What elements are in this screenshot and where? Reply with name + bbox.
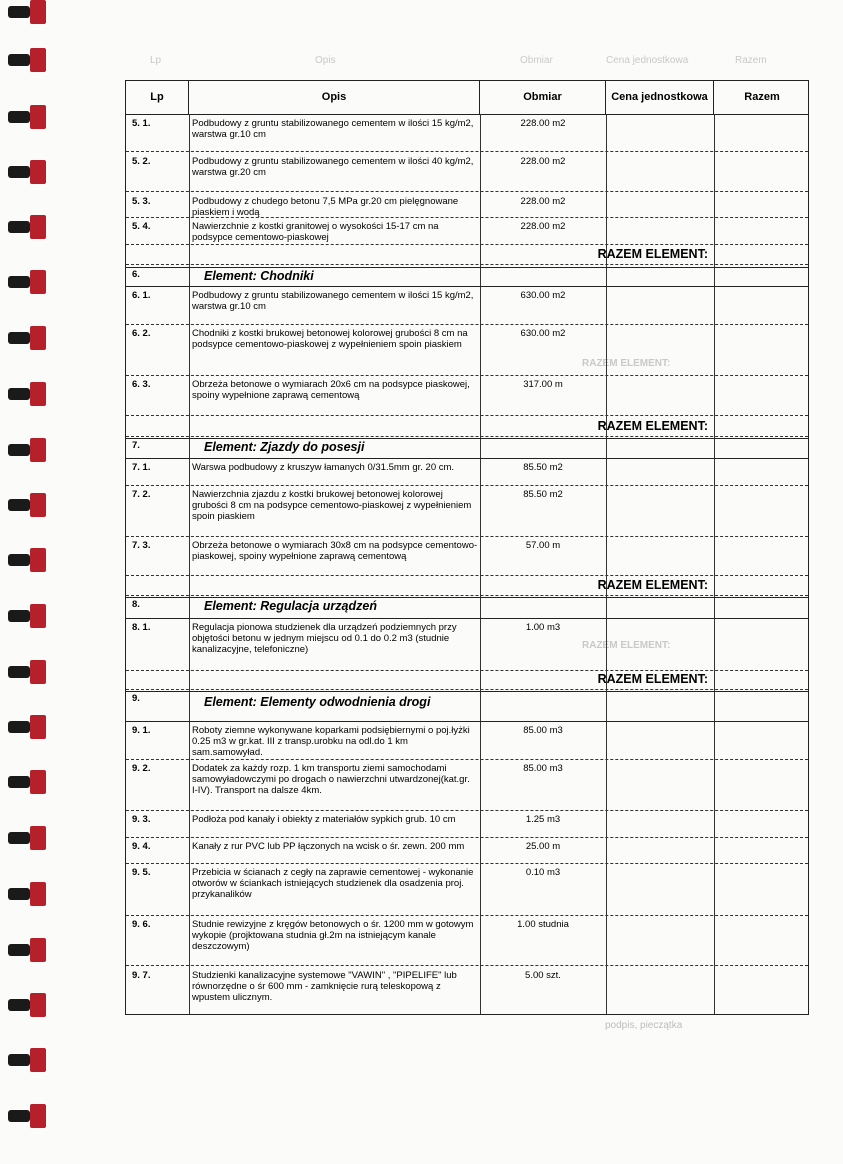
section-divider xyxy=(126,267,808,268)
row-obmiar: 228.00 m2 xyxy=(520,196,566,207)
section-divider xyxy=(126,721,808,722)
binding-hole xyxy=(30,160,46,184)
row-lp: 5. 1. xyxy=(132,118,151,129)
column-divider xyxy=(714,114,715,1014)
row-obmiar: 228.00 m2 xyxy=(520,118,566,129)
row-obmiar: 5.00 szt. xyxy=(525,970,561,981)
row-divider xyxy=(126,759,808,760)
row-divider xyxy=(126,485,808,486)
row-divider xyxy=(126,244,808,245)
row-lp: 9. 6. xyxy=(132,919,151,930)
row-obmiar: 85.50 m2 xyxy=(523,489,563,500)
row-opis: Podbudowy z gruntu stabilizowanego cementem w ilości 15 kg/m2, warstwa gr.10 cm xyxy=(192,118,474,140)
binding-hole xyxy=(30,1048,46,1072)
row-opis: Podbudowy z chudego betonu 7,5 MPa gr.20 cm pielęgnowane piaskiem i wodą xyxy=(192,196,459,218)
row-divider xyxy=(126,837,808,838)
binding-hole xyxy=(30,493,46,517)
row-divider xyxy=(126,415,808,416)
row-lp: 9. 4. xyxy=(132,841,151,852)
ghost-text: Cena jednostkowa xyxy=(606,55,689,66)
binding-hole xyxy=(30,382,46,406)
row-obmiar: 85.00 m3 xyxy=(523,725,563,736)
row-divider xyxy=(126,191,808,192)
row-obmiar: 57.00 m xyxy=(525,540,561,551)
row-lp: 9. 2. xyxy=(132,763,151,774)
row-opis: Nawierzchnia zjazdu z kostki brukowej betonowej kolorowej grubości 8 cm na podsypce cementowo-piaskowej z wypełnieniem spoin piaskiem xyxy=(192,489,472,522)
binding-hole xyxy=(30,882,46,906)
row-obmiar: 228.00 m2 xyxy=(520,221,566,232)
column-divider xyxy=(189,114,190,1014)
row-obmiar: 85.00 m3 xyxy=(523,763,563,774)
row-lp: 9. 3. xyxy=(132,814,151,825)
header-lp: Lp xyxy=(126,81,189,114)
row-divider xyxy=(126,810,808,811)
cost-estimate-table xyxy=(125,80,809,1015)
element-title: Element: Chodniki xyxy=(204,269,314,283)
binding-hole xyxy=(30,326,46,350)
row-obmiar: 25.00 m xyxy=(525,841,561,852)
row-opis: Podłoża pod kanały i obiekty z materiałów sypkich grub. 10 cm xyxy=(192,814,456,825)
element-lp: 6. xyxy=(132,269,140,280)
header-cena: Cena jednostkowa xyxy=(606,81,714,114)
binding-hole xyxy=(30,105,46,129)
row-lp: 9. 5. xyxy=(132,867,151,878)
razem-element-label: RAZEM ELEMENT: xyxy=(597,247,708,261)
razem-element-label: RAZEM ELEMENT: xyxy=(597,578,708,592)
row-lp: 5. 4. xyxy=(132,221,151,232)
ghost-text: Obmiar xyxy=(520,55,553,66)
element-lp: 8. xyxy=(132,599,140,610)
binding-hole xyxy=(30,215,46,239)
row-divider xyxy=(126,436,808,437)
binding-hole xyxy=(30,0,46,24)
row-obmiar: 85.50 m2 xyxy=(523,462,563,473)
row-obmiar: 1.25 m3 xyxy=(525,814,561,825)
binding-hole xyxy=(30,938,46,962)
row-obmiar: 1.00 m3 xyxy=(525,622,561,633)
razem-element-label: RAZEM ELEMENT: xyxy=(597,672,708,686)
row-divider xyxy=(126,595,808,596)
row-opis: Kanały z rur PVC lub PP łączonych na wcisk o śr. zewn. 200 mm xyxy=(192,841,465,852)
row-opis: Podbudowy z gruntu stabilizowanego cementem w ilości 15 kg/m2, warstwa gr.10 cm xyxy=(192,290,474,312)
binding-hole xyxy=(30,993,46,1017)
row-divider xyxy=(126,217,808,218)
row-obmiar: 317.00 m xyxy=(523,379,563,390)
element-lp: 7. xyxy=(132,440,140,451)
row-opis: Regulacja pionowa studzienek dla urządzeń podziemnych przy objętości betonu w jednym miejscu od 0.1 do 0.2 m3 (studnie kanalizacyjne, telefoniczne) xyxy=(192,622,457,655)
header-razem: Razem xyxy=(744,91,780,103)
row-divider xyxy=(126,689,808,690)
column-divider xyxy=(480,114,481,1014)
row-divider xyxy=(126,264,808,265)
row-opis: Podbudowy z gruntu stabilizowanego cementem w ilości 40 kg/m2, warstwa gr.20 cm xyxy=(192,156,474,178)
row-divider xyxy=(126,575,808,576)
row-lp: 6. 2. xyxy=(132,328,151,339)
row-lp: 7. 2. xyxy=(132,489,151,500)
row-lp: 5. 3. xyxy=(132,196,151,207)
ghost-text: Razem xyxy=(735,55,767,66)
row-lp: 5. 2. xyxy=(132,156,151,167)
row-lp: 9. 1. xyxy=(132,725,151,736)
row-opis: Studnie rewizyjne z kręgów betonowych o śr. 1200 mm w gotowym wykopie (projktowana studnia gł.2m na istniejącym kanale deszczowym) xyxy=(192,919,474,952)
section-divider xyxy=(126,438,808,439)
row-opis: Przebicia w ścianach z cegły na zaprawie cementowej - wykonanie otworów w ściankach istniejących studzienek dla osadzenia proj. przykanalików xyxy=(192,867,474,900)
ghost-text: RAZEM ELEMENT: xyxy=(582,358,671,369)
binding-hole xyxy=(30,715,46,739)
razem-element-label: RAZEM ELEMENT: xyxy=(597,419,708,433)
row-lp: 7. 3. xyxy=(132,540,151,551)
binding-hole xyxy=(30,438,46,462)
header-obmiar: Obmiar xyxy=(480,81,606,114)
row-obmiar: 630.00 m2 xyxy=(520,290,566,301)
ghost-footer: podpis, pieczątka xyxy=(605,1020,683,1031)
binding-hole xyxy=(30,826,46,850)
row-obmiar: 1.00 studnia xyxy=(517,919,569,930)
row-divider xyxy=(126,965,808,966)
row-lp: 6. 1. xyxy=(132,290,151,301)
row-lp: 7. 1. xyxy=(132,462,151,473)
ghost-text: Lp xyxy=(150,55,162,66)
section-divider xyxy=(126,597,808,598)
binding-hole xyxy=(30,270,46,294)
binding-hole xyxy=(30,548,46,572)
element-lp: 9. xyxy=(132,693,140,704)
section-divider xyxy=(126,691,808,692)
row-divider xyxy=(126,670,808,671)
row-opis: Obrzeża betonowe o wymiarach 20x6 cm na podsypce piaskowej, spoiny wypełnione zaprawą cementową xyxy=(192,379,470,401)
row-opis: Nawierzchnie z kostki granitowej o wysokości 15-17 cm na podsypce cementowo-piaskowej xyxy=(192,221,439,243)
spiral-binding xyxy=(0,0,60,1164)
row-divider xyxy=(126,863,808,864)
ghost-text: Opis xyxy=(315,55,336,66)
row-divider xyxy=(126,151,808,152)
row-divider xyxy=(126,915,808,916)
table-header xyxy=(126,81,808,115)
row-obmiar: 228.00 m2 xyxy=(520,156,566,167)
row-obmiar: 0.10 m3 xyxy=(525,867,561,878)
element-title: Element: Elementy odwodnienia drogi xyxy=(204,695,431,709)
section-divider xyxy=(126,286,808,287)
ghost-text: RAZEM ELEMENT: xyxy=(582,640,671,651)
header-opis: Opis xyxy=(189,81,480,114)
row-opis: Obrzeża betonowe o wymiarach 30x8 cm na podsypce cementowo-piaskowej, spoiny wypełnione zaprawą cementową xyxy=(192,540,478,562)
row-opis: Roboty ziemne wykonywane koparkami podsiębiernymi o poj.łyżki 0.25 m3 w gr.kat. III z transp.urobku na odl.do 1 km sam.samowyład. xyxy=(192,725,470,758)
row-divider xyxy=(126,375,808,376)
row-divider xyxy=(126,324,808,325)
binding-hole xyxy=(30,1104,46,1128)
binding-hole xyxy=(30,660,46,684)
row-opis: Studzienki kanalizacyjne systemowe "VAWIN" , "PIPELIFE" lub równorzędne o śr 600 mm - zamknięcie rurą teleskopową z wpustem ulicznym. xyxy=(192,970,457,1003)
row-obmiar: 630.00 m2 xyxy=(520,328,566,339)
row-opis: Chodniki z kostki brukowej betonowej kolorowej grubości 8 cm na podsypce cementowo-piaskowej z wypełnieniem spoin piaskiem xyxy=(192,328,468,350)
row-opis: Dodatek za każdy rozp. 1 km transportu ziemi samochodami samowyładowczymi po drogach o nawierzchni utwardzonej(kat.gr. I-IV). Transport na dalsze 4km. xyxy=(192,763,470,796)
section-divider xyxy=(126,458,808,459)
row-opis: Warswa podbudowy z kruszyw łamanych 0/31.5mm gr. 20 cm. xyxy=(192,462,455,473)
row-lp: 6. 3. xyxy=(132,379,151,390)
row-divider xyxy=(126,536,808,537)
row-lp: 8. 1. xyxy=(132,622,151,633)
row-lp: 9. 7. xyxy=(132,970,151,981)
section-divider xyxy=(126,618,808,619)
binding-hole xyxy=(30,48,46,72)
binding-hole xyxy=(30,770,46,794)
element-title: Element: Regulacja urządzeń xyxy=(204,599,377,613)
binding-hole xyxy=(30,604,46,628)
element-title: Element: Zjazdy do posesji xyxy=(204,440,365,454)
